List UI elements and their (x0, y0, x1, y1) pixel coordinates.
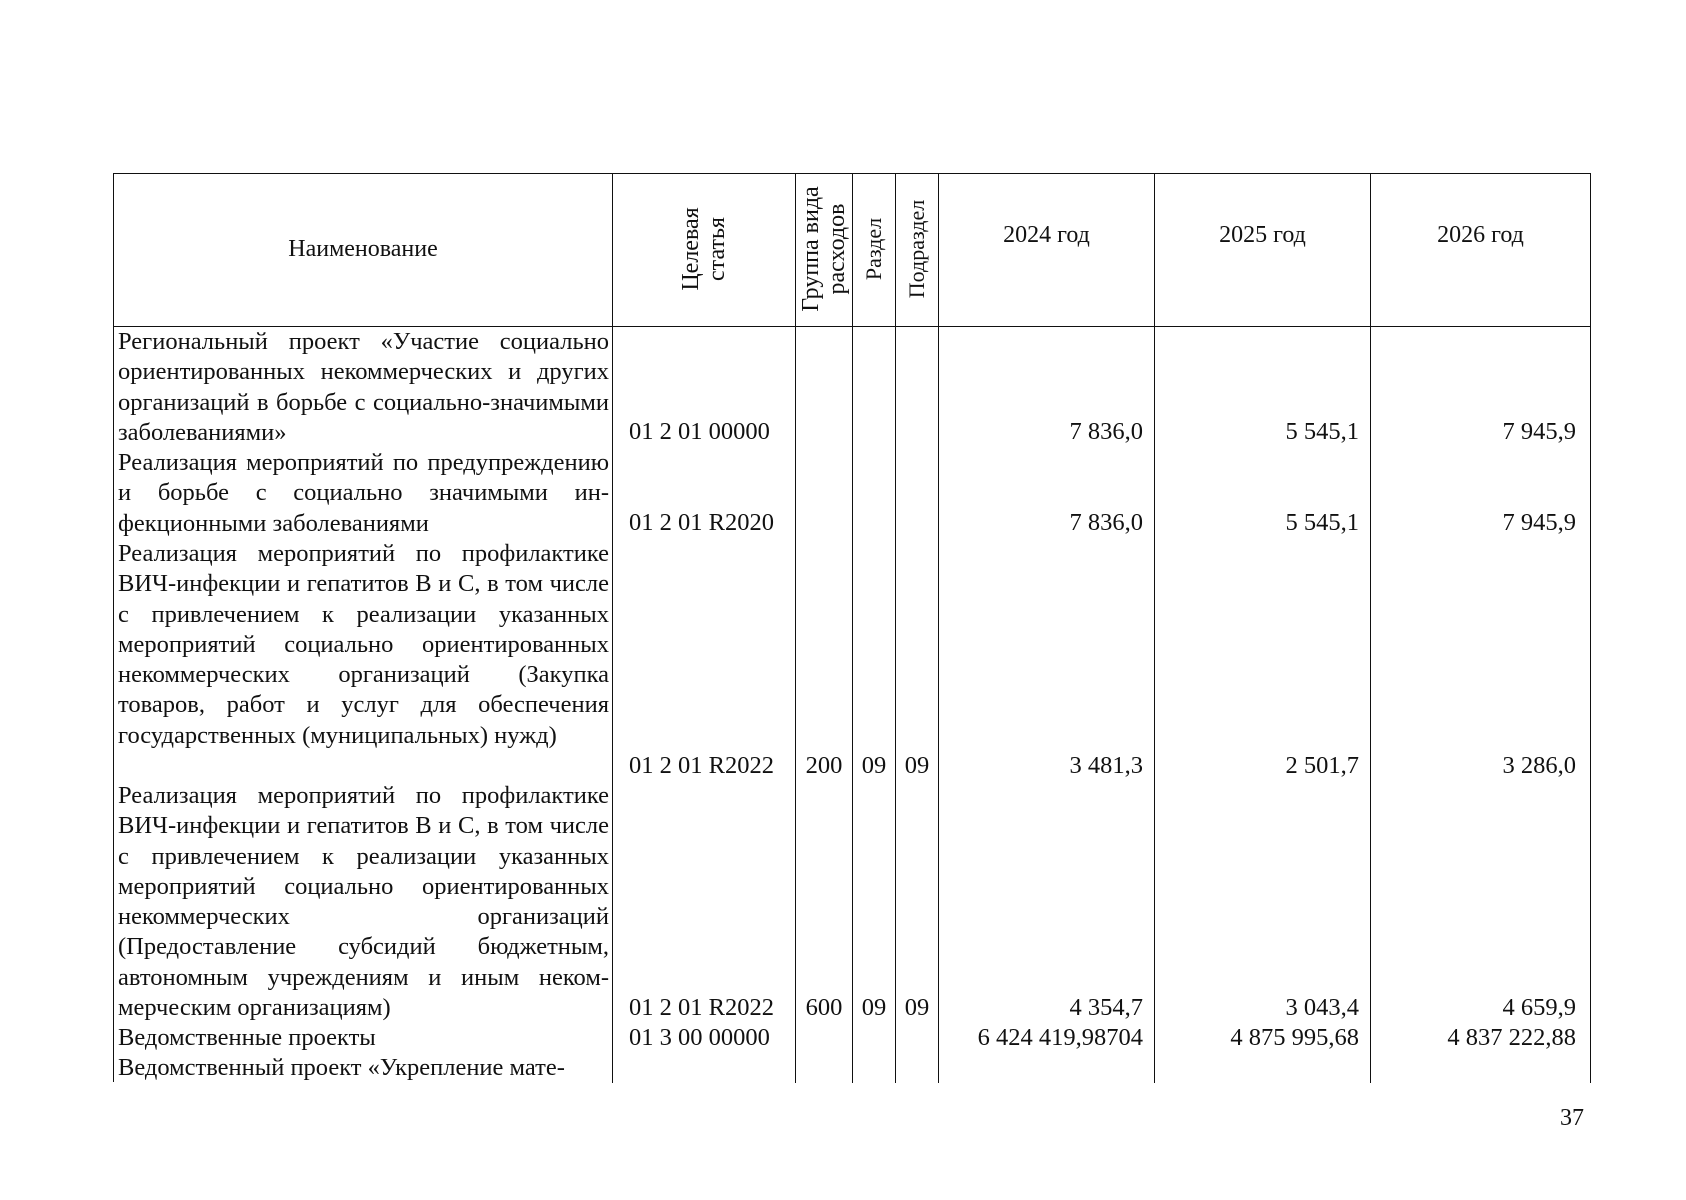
row-2025: 5 545,1 (1285, 418, 1359, 445)
header-year-2024 (939, 174, 1154, 324)
row-subsection: 09 (904, 752, 930, 779)
row-2024: 6 424 419,98704 (977, 1024, 1143, 1051)
row-2024: 4 354,7 (1069, 994, 1143, 1021)
row-2026: 3 286,0 (1502, 752, 1576, 779)
header-target-line2: статья (704, 217, 730, 281)
row-2026: 7 945,9 (1502, 509, 1576, 536)
header-section-text: Раздел (861, 217, 886, 281)
row-2026: 4 837 222,88 (1447, 1024, 1576, 1051)
header-group-line2: расходов (824, 203, 850, 295)
row-group: 600 (805, 994, 843, 1021)
row-2026: 4 659,9 (1502, 994, 1576, 1021)
row-name: Реализация мероприятий по профилактике ВИЧ-инфекции и гепатитов В и С, в том числе с привлечением к реализации указанных мероприятий социально ориентированных некоммерческих организаций (Предоставление субсидий бюджетным, автономным учреждениям и иным некоммерческим организациям) (118, 782, 609, 1022)
row-name: Региональный проект «Участие социально ориентированных некоммерческих и других организаций в борьбе с социально-значимыми заболеваниями» (118, 328, 609, 446)
row-name: Реализация мероприятий по профилактике ВИЧ-инфекции и гепатитов В и С, в том числе с привлечением к реализации указанных мероприятий социально ориентированных некоммерческих организаций (Закупка товаров, работ и услуг для обеспечения государственных (муниципальных) нужд) (118, 540, 609, 749)
row-2025: 4 875 995,68 (1230, 1024, 1359, 1051)
row-2024: 7 836,0 (1069, 418, 1143, 445)
column-divider (1590, 173, 1591, 1083)
header-subsection (896, 174, 938, 324)
header-target-article (613, 174, 795, 324)
header-year-2026 (1371, 174, 1590, 324)
header-year-2026-text: 2026 год (1437, 222, 1524, 248)
row-name: Ведомственные проекты (118, 1024, 376, 1051)
row-2025: 2 501,7 (1285, 752, 1359, 779)
row-code: 01 2 01 R2022 (629, 752, 774, 779)
header-section (853, 174, 895, 324)
header-year-2024-text: 2024 год (1003, 222, 1090, 248)
row-section: 09 (861, 752, 887, 779)
header-name (114, 174, 612, 324)
header-subsection-text: Подраздел (904, 199, 929, 299)
header-expense-group (796, 174, 852, 324)
header-year-2025 (1155, 174, 1370, 324)
row-2025: 3 043,4 (1285, 994, 1359, 1021)
row-name: Ведомственный проект «Укрепление мате- (118, 1054, 565, 1081)
row-section: 09 (861, 994, 887, 1021)
row-2024: 7 836,0 (1069, 509, 1143, 536)
row-subsection: 09 (904, 994, 930, 1021)
row-group: 200 (805, 752, 843, 779)
row-2025: 5 545,1 (1285, 509, 1359, 536)
header-name-text: Наименование (288, 235, 438, 262)
header-target-line1: Целевая (678, 207, 704, 291)
row-2026: 7 945,9 (1502, 418, 1576, 445)
row-code: 01 2 01 R2022 (629, 994, 774, 1021)
header-year-2025-text: 2025 год (1219, 222, 1306, 248)
column-divider (113, 325, 114, 1082)
row-code: 01 2 01 R2020 (629, 509, 774, 536)
page-number: 37 (1560, 1105, 1584, 1131)
row-name: Реализация мероприятий по предупреждению и борьбе с социально значимыми инфекционными заболеваниями (118, 449, 609, 537)
header-group-line1: Группа вида (798, 186, 824, 312)
row-2024: 3 481,3 (1069, 752, 1143, 779)
row-code: 01 2 01 00000 (629, 418, 770, 445)
row-code: 01 3 00 00000 (629, 1024, 770, 1051)
